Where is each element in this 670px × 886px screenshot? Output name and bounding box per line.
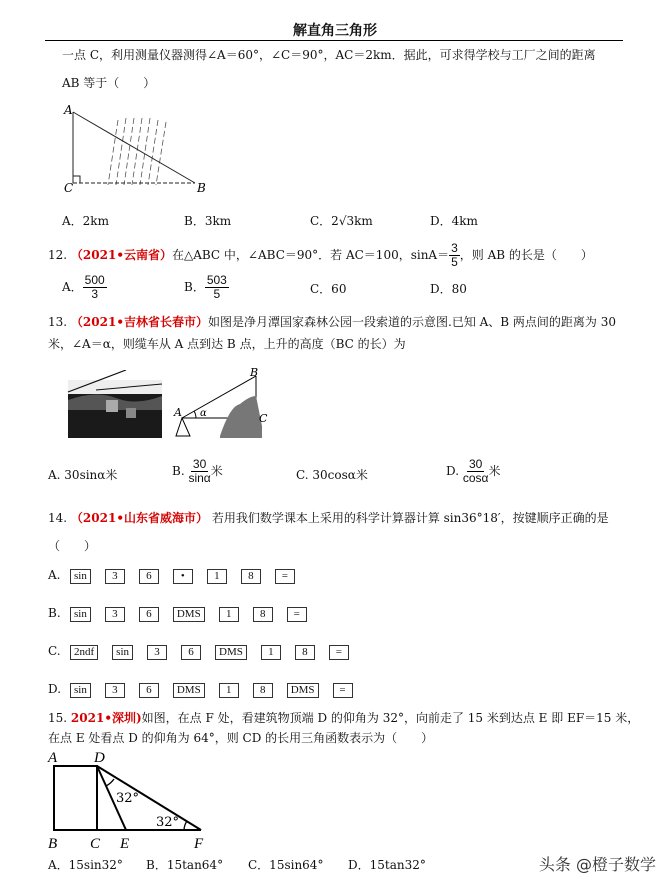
denominator: cosα (462, 471, 489, 485)
q14-source: （2021•山东省威海市） (70, 511, 208, 525)
q12-option-d: D．80 (430, 282, 467, 296)
q15-option-d: D．15tan32° (348, 858, 426, 872)
q14-option-c (48, 644, 363, 660)
calculator-key: 6 (139, 607, 159, 622)
numerator: 3 (451, 241, 458, 255)
calculator-key: DMS (173, 683, 205, 698)
label-e: E (120, 836, 130, 850)
option-label: D. (48, 682, 62, 696)
q11-line2: AB 等于（ ） (62, 76, 156, 90)
unit: 米 (210, 464, 223, 478)
angle-label-dec: 32° (116, 791, 140, 806)
label-c: C (90, 836, 101, 850)
calculator-key: DMS (215, 645, 247, 660)
cable-car-photo (66, 370, 164, 440)
calculator-key: 8 (253, 607, 273, 622)
label-d: D (94, 750, 105, 766)
q12-text: 在△ABC 中，∠ABC＝90°．若 AC＝100，sinA＝ (172, 248, 450, 262)
q11-option-a: A．2km (62, 214, 109, 228)
denominator: 5 (213, 287, 221, 301)
option-label: B． (184, 280, 205, 294)
page-title: 解直角三角形 (293, 23, 377, 39)
watermark: 头条 @橙子数学 (538, 855, 656, 874)
calculator-key: 1 (261, 645, 281, 660)
q15-number: 15. (48, 711, 68, 725)
calculator-key: 8 (253, 683, 273, 698)
label-b: B (250, 366, 259, 379)
label-b: B (48, 836, 58, 850)
numerator: 500 (84, 273, 105, 287)
calculator-key: DMS (287, 683, 319, 698)
q11-option-c: C．2√3km (310, 214, 373, 228)
calculator-key: sin (70, 683, 91, 698)
label-b: B (197, 181, 206, 195)
q15-source: 2021•深圳) (70, 711, 142, 725)
q11-line1: 一点 C，利用测量仪器测得∠A＝60°，∠C＝90°，AC＝2km．据此，可求得学校与工厂之间的距离 (62, 48, 596, 62)
q14-text: 若用我们数学课本上采用的科学计算器计算 sin36°18′，按键顺序正确的是 (211, 511, 609, 525)
denominator: 3 (91, 287, 99, 301)
numerator: 30 (192, 457, 207, 471)
calculator-key: 1 (219, 683, 239, 698)
calculator-key: 8 (241, 569, 261, 584)
q14-option-d (48, 682, 367, 698)
calculator-key: DMS (173, 607, 205, 622)
numerator: 503 (206, 273, 227, 287)
q13-option-b (172, 458, 223, 485)
q13-source: （2021•吉林省长春市） (70, 315, 208, 329)
calculator-key: 3 (147, 645, 167, 660)
q13-text: 如图是净月潭国家森林公园一段索道的示意图.已知 A、B 两点间的距离为 30 (208, 315, 617, 329)
calculator-key: 6 (139, 569, 159, 584)
calculator-key: 6 (181, 645, 201, 660)
unit: 米 (488, 464, 501, 478)
calculator-key: sin (70, 569, 91, 584)
option-label: A. (48, 568, 61, 582)
option-label: B. (172, 464, 185, 478)
q12-option-b (184, 274, 229, 301)
q12-tail: ，则 AB 的长是（ ） (459, 248, 593, 262)
q12-option-c: C．60 (310, 282, 347, 296)
calculator-key: 3 (105, 683, 125, 698)
q13-option-d (446, 458, 500, 485)
q14-paren: （ ） (48, 539, 97, 553)
q14-number: 14. (48, 511, 68, 525)
q15-option-c: C．15sin64° (248, 858, 324, 872)
calculator-key: 6 (139, 683, 159, 698)
q11-option-b: B．3km (184, 214, 232, 228)
numerator: 30 (468, 457, 483, 471)
q13-number: 13. (48, 315, 68, 329)
q11-triangle-diagram (60, 100, 220, 200)
q13-line1 (48, 313, 616, 330)
calculator-key: = (333, 683, 353, 698)
q15-option-b: B．15tan64° (146, 858, 224, 872)
q13-option-a: A. 30sinα米 (48, 468, 118, 482)
q14-stem (48, 509, 609, 526)
calculator-key: 3 (105, 607, 125, 622)
q11-option-d: D．4km (430, 214, 478, 228)
denominator: sinα (188, 471, 211, 485)
label-a: A (174, 406, 182, 419)
label-a: A (48, 750, 58, 766)
calculator-key: 1 (219, 607, 239, 622)
calculator-key: • (173, 569, 193, 584)
calculator-key: sin (70, 607, 91, 622)
q12-source: （2021•云南省） (70, 248, 172, 262)
q15-line2: 在点 E 处看点 D 的仰角为 64°，则 CD 的长用三角函数表示为（ ） (48, 731, 434, 745)
label-f: F (194, 836, 204, 850)
q15-line1 (48, 709, 639, 726)
q15-building-diagram (44, 748, 214, 850)
title-divider (45, 40, 623, 41)
calculator-key: = (287, 607, 307, 622)
q15-text: 如图，在点 F 处，看建筑物顶端 D 的仰角为 32°，向前走了 15 米到达点 E 即 EF＝15 米， (141, 711, 640, 725)
label-c: C (259, 412, 268, 425)
option-label: C. (48, 644, 61, 658)
denominator: 5 (451, 255, 458, 269)
calculator-key: 2ndf (70, 645, 98, 660)
option-label: D. (446, 464, 460, 478)
q12-stem (48, 242, 593, 269)
calculator-key: = (275, 569, 295, 584)
angle-label-f: 32° (156, 815, 180, 830)
calculator-key: 3 (105, 569, 125, 584)
option-label: B. (48, 606, 61, 620)
label-a: A (64, 103, 73, 117)
calculator-key: 8 (295, 645, 315, 660)
q13-cableway-diagram (170, 366, 270, 442)
calculator-key: 1 (207, 569, 227, 584)
q12-fraction (449, 242, 460, 269)
q14-option-b (48, 606, 321, 622)
q13-option-c: C. 30cosα米 (296, 468, 368, 482)
label-alpha: α (200, 408, 207, 419)
q12-option-a (62, 274, 107, 301)
calculator-key: = (329, 645, 349, 660)
q14-option-a (48, 568, 309, 584)
label-c: C (64, 181, 74, 195)
q15-option-a: A．15sin32° (48, 858, 123, 872)
calculator-key: sin (112, 645, 133, 660)
q13-line2: 米，∠A＝α，则缆车从 A 点到达 B 点，上升的高度（BC 的长）为 (48, 337, 406, 351)
q12-number: 12. (48, 248, 68, 262)
option-label: A． (62, 280, 83, 294)
